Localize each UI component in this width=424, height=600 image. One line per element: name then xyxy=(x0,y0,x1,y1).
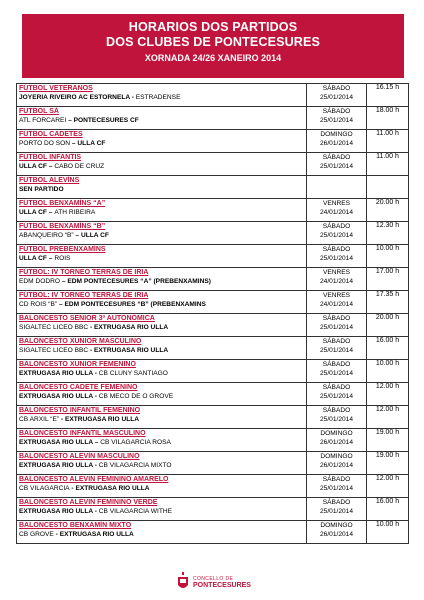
match-date-cell xyxy=(307,84,367,107)
match-date: 25/01/2014 xyxy=(319,163,353,170)
away-team: EXTRUGASA RIO ULLA xyxy=(94,324,169,331)
match-hour: 19.00 h xyxy=(367,452,409,475)
match-row xyxy=(17,452,409,475)
match-category: FÚTBOL ALEVÍNS xyxy=(19,177,80,184)
match-date-cell xyxy=(307,153,367,176)
match-hour: 11.00 h xyxy=(367,153,409,176)
title-banner xyxy=(22,14,404,78)
match-hour: 10.00 h xyxy=(367,360,409,383)
match-day: SÁBADO xyxy=(322,223,351,230)
match-hour: 17.00 h xyxy=(367,268,409,291)
team-separator: - xyxy=(88,347,95,354)
match-teams xyxy=(19,300,304,309)
match-category: FÚTBOL BENXAMÍNS “A” xyxy=(19,200,106,207)
match-teams xyxy=(19,346,304,355)
match-category: BALONCESTO SENIOR 3ª AUTONÓMICA xyxy=(19,315,155,322)
match-date-cell xyxy=(307,222,367,245)
team-separator: – xyxy=(70,140,78,147)
home-team: CB VILAGARCIA xyxy=(19,485,70,492)
match-date: 24/01/2014 xyxy=(319,209,353,216)
match-date: 25/01/2014 xyxy=(319,508,353,515)
match-teams xyxy=(19,323,304,332)
match-date: 26/01/2014 xyxy=(319,462,353,469)
match-row xyxy=(17,153,409,176)
match-info-cell xyxy=(17,176,307,199)
match-hour xyxy=(367,176,409,199)
match-info-cell xyxy=(17,498,307,521)
match-row xyxy=(17,222,409,245)
match-info-cell xyxy=(17,429,307,452)
match-hour: 12.00 h xyxy=(367,383,409,406)
match-hour: 12.00 h xyxy=(367,475,409,498)
match-info-cell xyxy=(17,314,307,337)
match-category: FÚTBOL: IV TORNEO TERRAS DE IRIA xyxy=(19,269,149,276)
match-day: VENRES xyxy=(322,200,351,207)
team-separator: – xyxy=(46,255,55,262)
match-date: 26/01/2014 xyxy=(319,140,353,147)
match-day: SÁBADO xyxy=(322,338,351,345)
match-date: 24/01/2014 xyxy=(319,301,353,308)
away-team: ULLA CF xyxy=(80,232,109,239)
match-info-cell xyxy=(17,291,307,314)
match-teams xyxy=(19,277,304,286)
match-date: 25/01/2014 xyxy=(319,485,353,492)
match-row xyxy=(17,268,409,291)
match-teams xyxy=(19,116,304,125)
home-team: SEN PARTIDO xyxy=(19,186,64,193)
match-day: DOMINGO xyxy=(320,131,353,138)
match-teams xyxy=(19,530,304,539)
match-info-cell xyxy=(17,107,307,130)
match-info-cell xyxy=(17,84,307,107)
match-hour: 16.15 h xyxy=(367,84,409,107)
match-teams xyxy=(19,484,304,493)
home-team: ABANQUEIRO “B” xyxy=(19,232,74,239)
home-team: SIGALTEC LICEO BBC xyxy=(19,347,89,354)
match-category: FÚTBOL: IV TORNEO TERRAS DE IRIA xyxy=(19,292,149,299)
match-date-cell xyxy=(307,107,367,130)
away-team: CB VILAGARCIA WITHE xyxy=(98,508,173,515)
team-separator: - xyxy=(92,508,99,515)
match-teams xyxy=(19,254,304,263)
match-teams xyxy=(19,461,304,470)
match-teams xyxy=(19,162,304,171)
team-separator: - xyxy=(53,531,60,538)
home-team: EDM DODRO xyxy=(19,278,61,285)
team-separator: - xyxy=(129,94,136,101)
match-teams xyxy=(19,185,304,194)
match-category: BALONCESTO XUNIOR FEMENINO xyxy=(19,361,136,368)
match-day: SÁBADO xyxy=(322,476,351,483)
match-teams xyxy=(19,231,304,240)
team-separator: – xyxy=(73,232,81,239)
match-hour: 19.00 h xyxy=(367,429,409,452)
match-day: SÁBADO xyxy=(322,407,351,414)
match-day: SÁBADO xyxy=(322,154,351,161)
match-row xyxy=(17,360,409,383)
away-team: ULLA CF xyxy=(77,140,106,147)
match-hour: 16.00 h xyxy=(367,337,409,360)
match-hour: 20.00 h xyxy=(367,199,409,222)
match-category: BALONCESTO ALEVÍN MASCULINO xyxy=(19,453,140,460)
match-info-cell xyxy=(17,521,307,544)
home-team: JOYERIA RIVEIRO AC ESTORNELA xyxy=(19,94,130,101)
match-day: SÁBADO xyxy=(322,108,351,115)
team-separator: - xyxy=(92,370,99,377)
match-date-cell xyxy=(307,429,367,452)
match-date-cell xyxy=(307,360,367,383)
match-category: BALONCESTO ALEVIN FEMININO VERDE xyxy=(19,499,158,506)
match-teams xyxy=(19,139,304,148)
team-separator: – xyxy=(60,278,68,285)
team-separator: – xyxy=(46,209,55,216)
match-teams xyxy=(19,392,304,401)
match-hour: 10.00 h xyxy=(367,245,409,268)
home-team: CD ROIS “B” xyxy=(19,301,58,308)
home-team: SIGALTEC LICEO BBC xyxy=(19,324,89,331)
home-team: EXTRUGASA RIO ULLA xyxy=(19,439,93,446)
match-date: 26/01/2014 xyxy=(319,439,353,446)
match-teams xyxy=(19,415,304,424)
match-teams xyxy=(19,369,304,378)
match-date-cell xyxy=(307,521,367,544)
match-teams xyxy=(19,507,304,516)
home-team: ULLA CF xyxy=(19,255,47,262)
match-row xyxy=(17,176,409,199)
match-category: FUTBOL SÁ xyxy=(19,108,59,115)
match-date-cell xyxy=(307,199,367,222)
match-hour: 11.00 h xyxy=(367,130,409,153)
match-category: BALONCESTO XUNIOR MASCULINO xyxy=(19,338,142,345)
match-date: 25/01/2014 xyxy=(319,255,353,262)
match-info-cell xyxy=(17,475,307,498)
away-team: EXTRUGASA RIO ULLA xyxy=(75,485,150,492)
match-date: 25/01/2014 xyxy=(319,232,353,239)
match-day: DOMINGO xyxy=(320,453,353,460)
home-team: EXTRUGASA RIO ULLA xyxy=(19,508,93,515)
match-date: 25/01/2014 xyxy=(319,370,353,377)
match-hour: 16.00 h xyxy=(367,498,409,521)
home-team: ULLA CF xyxy=(19,163,47,170)
away-team: CB MECO DE O GROVE xyxy=(98,393,174,400)
team-separator: - xyxy=(88,324,95,331)
match-date: 24/01/2014 xyxy=(319,278,353,285)
match-hour: 17.35 h xyxy=(367,291,409,314)
round-dates: XORNADA 24/26 XANEIRO 2014 xyxy=(144,53,282,63)
match-row xyxy=(17,475,409,498)
match-row xyxy=(17,107,409,130)
match-row xyxy=(17,383,409,406)
match-row xyxy=(17,245,409,268)
home-team: CB ARXIL “E” xyxy=(19,416,60,423)
match-category: BALONCESTO CADETE FEMENINO xyxy=(19,384,138,391)
match-date-cell xyxy=(307,130,367,153)
match-date-cell xyxy=(307,291,367,314)
match-row xyxy=(17,291,409,314)
away-team: CB VILAGARCIA MIXTO xyxy=(98,462,172,469)
match-date-cell xyxy=(307,268,367,291)
match-date: 25/01/2014 xyxy=(319,94,353,101)
logo-line-2: PONTECESURES xyxy=(193,582,251,589)
team-separator: – xyxy=(57,301,65,308)
match-teams xyxy=(19,208,304,217)
match-info-cell xyxy=(17,153,307,176)
match-row xyxy=(17,314,409,337)
match-info-cell xyxy=(17,360,307,383)
team-separator: - xyxy=(92,462,99,469)
match-category: BALONCESTO BENXAMÍN MIXTO xyxy=(19,522,132,529)
away-team: CB VILAGARCIA ROSA xyxy=(100,439,171,446)
team-separator: – xyxy=(92,439,101,446)
match-info-cell xyxy=(17,337,307,360)
match-row xyxy=(17,84,409,107)
match-info-cell xyxy=(17,383,307,406)
away-team: EXTRUGASA RIO ULLA xyxy=(64,416,140,423)
home-team: CB GROVE xyxy=(19,531,54,538)
away-team: ROIS xyxy=(54,255,71,262)
match-row xyxy=(17,130,409,153)
match-date-cell xyxy=(307,475,367,498)
match-day: SÁBADO xyxy=(322,499,351,506)
match-category: BALONCESTO ALEVIN FEMININO AMARELO xyxy=(19,476,169,483)
match-day: DOMINGO xyxy=(320,522,353,529)
match-date-cell xyxy=(307,383,367,406)
home-team: EXTRUGASA RIO ULLA xyxy=(19,393,93,400)
away-team: CB CLUNY SANTIAGO xyxy=(98,370,168,377)
away-team: PONTECESURES CF xyxy=(73,117,139,124)
match-day: SÁBADO xyxy=(322,315,351,322)
away-team: CABO DE CRUZ xyxy=(54,163,105,170)
team-separator: – xyxy=(66,117,74,124)
away-team: EDM PONTECESURES “A” (PREBENXAMINS) xyxy=(67,278,211,285)
match-teams xyxy=(19,438,304,447)
match-date-cell xyxy=(307,245,367,268)
match-info-cell xyxy=(17,130,307,153)
match-hour: 12.30 h xyxy=(367,222,409,245)
away-team: EXTRUGASA RIO ULLA xyxy=(94,347,169,354)
match-day: SÁBADO xyxy=(322,246,351,253)
municipality-logo xyxy=(177,572,267,594)
match-date: 25/01/2014 xyxy=(319,117,353,124)
team-separator: - xyxy=(92,393,99,400)
home-team: EXTRUGASA RIO ULLA xyxy=(19,462,93,469)
match-day: VENRES xyxy=(322,269,351,276)
match-category: BALONCESTO INFANTIL MASCULINO xyxy=(19,430,146,437)
match-category: BALONCESTO INFANTIL FEMENINO xyxy=(19,407,141,414)
match-row xyxy=(17,429,409,452)
home-team: ULLA CF xyxy=(19,209,47,216)
title-line-2: DOS CLUBES DE PONTECESURES xyxy=(106,35,320,49)
match-date-cell xyxy=(307,406,367,429)
match-info-cell xyxy=(17,452,307,475)
crest-icon xyxy=(177,572,189,592)
team-separator: - xyxy=(69,485,76,492)
away-team: EXTRUGASA RIO ULLA xyxy=(59,531,134,538)
team-separator: - xyxy=(59,416,65,423)
match-day: DOMINGO xyxy=(320,430,353,437)
match-hour: 18.00 h xyxy=(367,107,409,130)
team-separator: – xyxy=(46,163,55,170)
match-hour: 20.00 h xyxy=(367,314,409,337)
match-date: 25/01/2014 xyxy=(319,416,353,423)
match-row xyxy=(17,199,409,222)
match-row xyxy=(17,337,409,360)
match-info-cell xyxy=(17,245,307,268)
match-day: SÁBADO xyxy=(322,361,351,368)
match-date-cell xyxy=(307,498,367,521)
match-hour: 12.00 h xyxy=(367,406,409,429)
match-day: SÁBADO xyxy=(322,384,351,391)
match-category: FÚTBOL CADETES xyxy=(19,131,83,138)
match-date-cell xyxy=(307,176,367,199)
match-category: FÚTBOL INFANTIS xyxy=(19,154,82,161)
home-team: EXTRUGASA RIO ULLA xyxy=(19,370,93,377)
schedule-table xyxy=(16,83,409,544)
away-team: ATH RIBEIRA xyxy=(54,209,96,216)
match-info-cell xyxy=(17,199,307,222)
logo-line-1: CONCELLO DE xyxy=(193,576,234,582)
home-team: PORTO DO SON xyxy=(19,140,71,147)
match-hour: 10.00 h xyxy=(367,521,409,544)
away-team: EDM PONTECESURES “B” (PREBENXAMINS xyxy=(64,301,206,308)
match-category: FÚTBOL PREBENXAMÍNS xyxy=(19,246,106,253)
match-day: SÁBADO xyxy=(322,85,351,92)
match-row xyxy=(17,406,409,429)
match-date-cell xyxy=(307,337,367,360)
match-date-cell xyxy=(307,452,367,475)
match-date: 25/01/2014 xyxy=(319,393,353,400)
match-category: FÚTBOL BENXAMÍNS “B” xyxy=(19,223,106,230)
home-team: ATL FORCAREI xyxy=(19,117,67,124)
match-info-cell xyxy=(17,268,307,291)
match-day: VENRES xyxy=(322,292,351,299)
match-info-cell xyxy=(17,406,307,429)
match-date-cell xyxy=(307,314,367,337)
match-category: FÚTBOL VETERANOS xyxy=(19,85,93,92)
match-teams xyxy=(19,93,304,102)
match-row xyxy=(17,521,409,544)
match-date: 25/01/2014 xyxy=(319,347,353,354)
match-date: 25/01/2014 xyxy=(319,324,353,331)
match-row xyxy=(17,498,409,521)
match-date: 26/01/2014 xyxy=(319,531,353,538)
title-line-1: HORARIOS DOS PARTIDOS xyxy=(128,20,298,34)
match-info-cell xyxy=(17,222,307,245)
away-team: ESTRADENSE xyxy=(135,94,181,101)
